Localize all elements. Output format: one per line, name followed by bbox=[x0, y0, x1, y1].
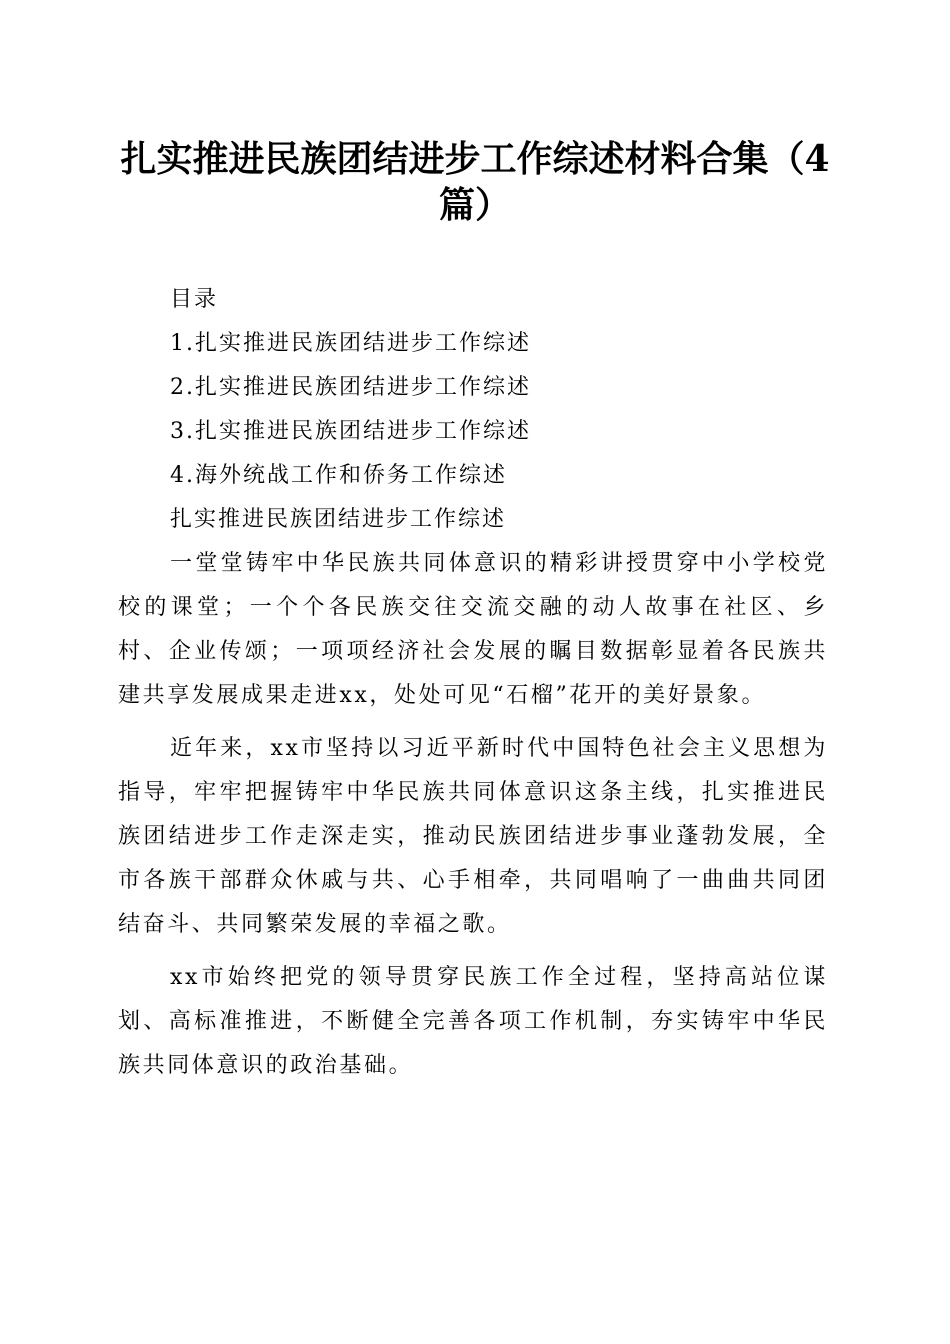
toc-heading: 目录 bbox=[170, 287, 219, 312]
paragraph-2: 近年来，xx市坚持以习近平新时代中国特色社会主义思想为指导，牢牢把握铸牢中华民族共同体意识这条主线，扎实推进民族团结进步工作走深走实，推动民族团结进步事业蓬勃发展，全市各族干部群众休戚与共、心手相牵，共同唱响了一曲曲共同团结奋斗、共同繁荣发展的幸福之歌。 bbox=[118, 736, 828, 937]
toc-item-2: 2.扎实推进民族团结进步工作综述 bbox=[170, 375, 531, 400]
paragraph-3: xx市始终把党的领导贯穿民族工作全过程，坚持高站位谋划、高标准推进，不断健全完善各项工作机制，夯实铸牢中华民族共同体意识的政治基础。 bbox=[118, 965, 828, 1078]
document-title: 扎实推进民族团结进步工作综述材料合集（4篇） bbox=[120, 138, 830, 226]
toc-item-4: 4.海外统战工作和侨务工作综述 bbox=[170, 463, 507, 488]
toc-item-3: 3.扎实推进民族团结进步工作综述 bbox=[170, 419, 531, 444]
document-body bbox=[118, 278, 828, 1097]
paragraph-1: 一堂堂铸牢中华民族共同体意识的精彩讲授贯穿中小学校党校的课堂；一个个各民族交往交流交融的动人故事在社区、乡村、企业传颂；一项项经济社会发展的瞩目数据彰显着各民族共建共享发展成果走进xx，处处可见“石榴”花开的美好景象。 bbox=[118, 551, 828, 708]
section-heading: 扎实推进民族团结进步工作综述 bbox=[170, 507, 507, 532]
toc-item-1: 1.扎实推进民族团结进步工作综述 bbox=[170, 331, 531, 356]
